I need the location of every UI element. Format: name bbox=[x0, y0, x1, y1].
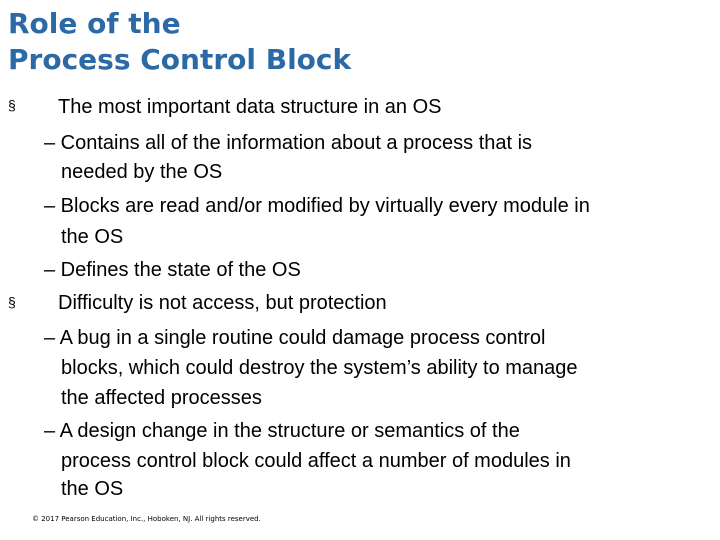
sub-item-2-1-line-2: blocks, which could destroy the system’s ability to manage bbox=[61, 357, 578, 379]
bullet-marker-2: § bbox=[8, 294, 16, 310]
sub-item-1-3-line-1: – Defines the state of the OS bbox=[44, 259, 301, 281]
copyright-footer: © 2017 Pearson Education, Inc., Hoboken, NJ. All rights reserved. bbox=[32, 515, 261, 523]
bullet-text-1: The most important data structure in an OS bbox=[58, 96, 442, 118]
sub-item-2-1-line-3: the affected processes bbox=[61, 387, 262, 409]
bullet-marker-1: § bbox=[8, 97, 16, 113]
sub-item-1-1-line-1: – Contains all of the information about a process that is bbox=[44, 132, 533, 154]
sub-item-2-2-line-1: – A design change in the structure or semantics of the bbox=[44, 420, 520, 442]
title-line-1: Role of the bbox=[8, 7, 181, 40]
bullet-text-2: Difficulty is not access, but protection bbox=[58, 292, 387, 314]
sub-item-1-2-line-2: the OS bbox=[61, 226, 124, 248]
sub-item-2-2-line-2: process control block could affect a number of modules in bbox=[61, 450, 571, 472]
sub-item-2-2-line-3: the OS bbox=[61, 478, 124, 500]
sub-item-1-1-line-2: needed by the OS bbox=[61, 161, 223, 183]
sub-item-1-2-line-1: – Blocks are read and/or modified by virtually every module in bbox=[44, 195, 590, 217]
title-line-2: Process Control Block bbox=[8, 43, 352, 76]
sub-item-2-1-line-1: – A bug in a single routine could damage process control bbox=[44, 327, 546, 349]
